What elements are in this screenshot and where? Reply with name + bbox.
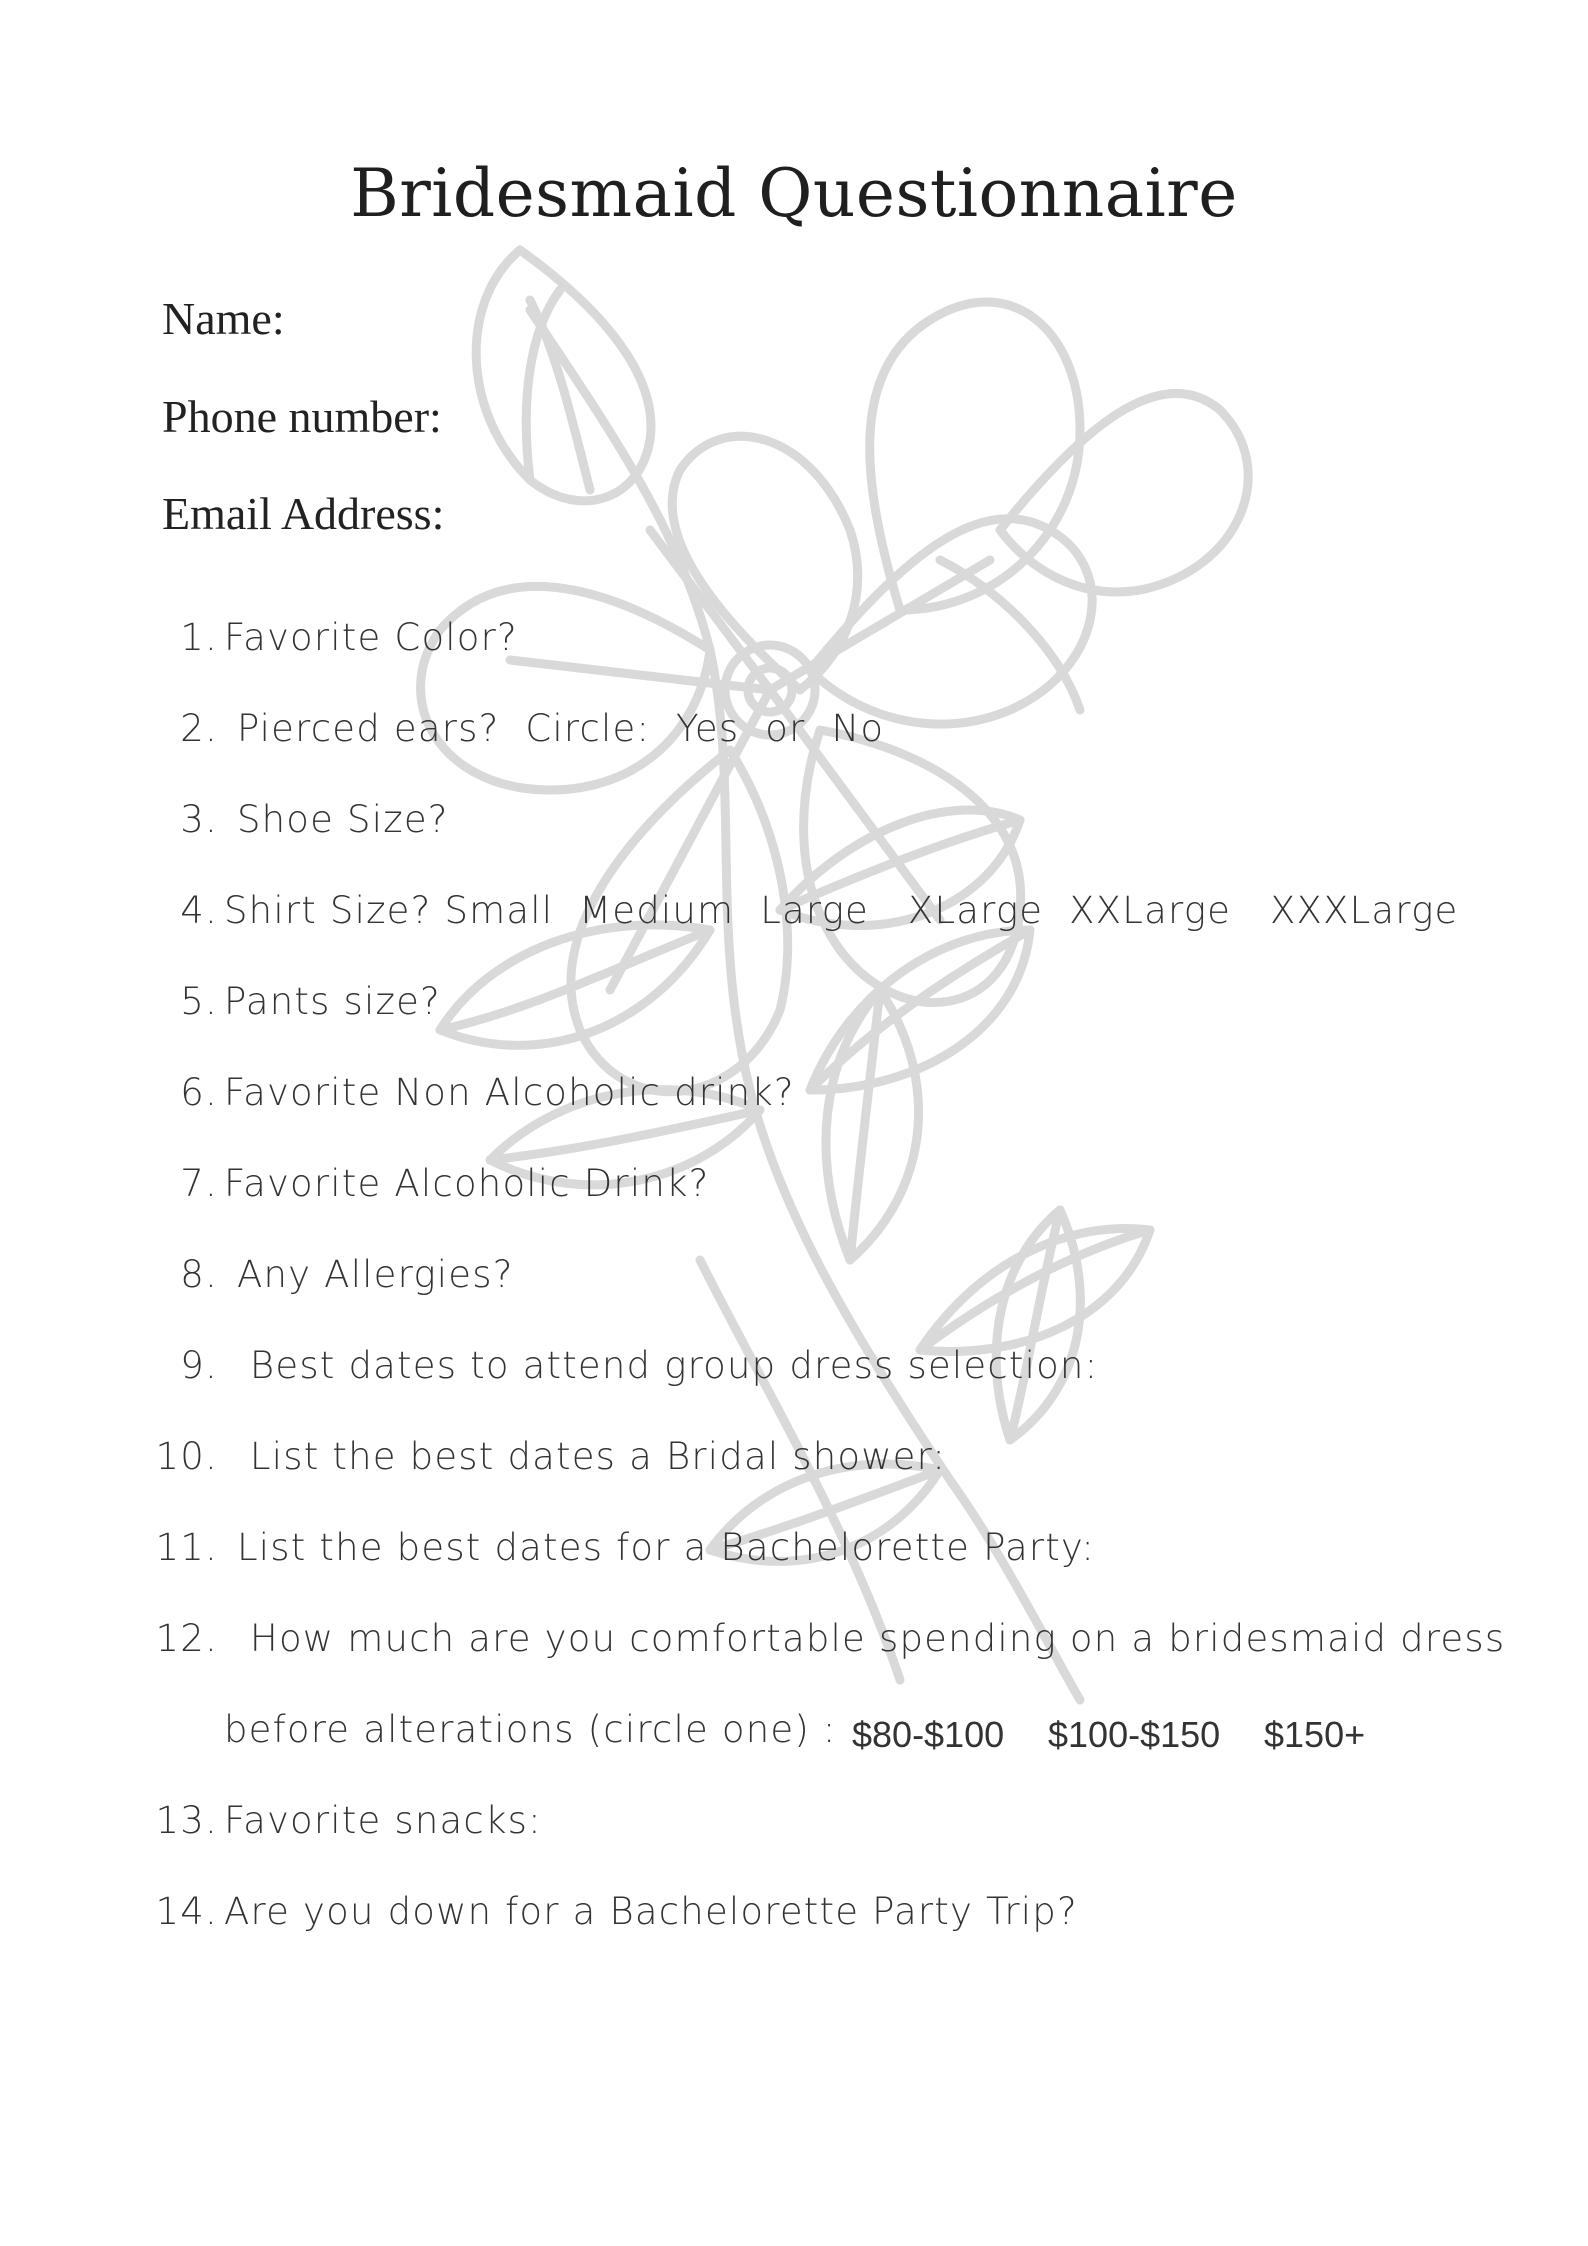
email-label: Email Address: [162,488,445,539]
question-text: Any Allergies? [224,1253,514,1296]
phone-label: Phone number: [162,391,442,442]
question-number: 4. [180,889,218,932]
name-label: Name: [162,293,285,344]
question-number: 6. [180,1071,218,1114]
question-number: 5. [180,980,218,1023]
question-text: Best dates to attend group dress selection: [224,1344,1099,1387]
flower-illustration-icon [380,230,1280,1830]
price-option-3[interactable]: $150+ [1264,1714,1366,1755]
question-text: Favorite Non Alcoholic drink? [224,1071,795,1114]
price-option-2[interactable]: $100-$150 [1048,1714,1221,1755]
question-text: List the best dates a Bridal shower: [224,1435,947,1478]
question-text: List the best dates for a Bachelorette Party: [224,1526,1096,1569]
question-text: Pierced ears? Circle: Yes or No [224,707,885,750]
question-number: 3. [180,798,218,841]
question-text: Favorite Color? [224,616,518,659]
question-text: Shoe Size? [224,798,449,841]
question-number: 12. [155,1617,218,1660]
question-text: Favorite snacks: [224,1799,542,1842]
question-number: 8. [180,1253,218,1296]
question-number: 10. [155,1435,218,1478]
question-number: 11. [155,1526,218,1569]
price-option-1[interactable]: $80-$100 [852,1714,1005,1755]
question-number: 14. [155,1890,218,1933]
question-text: Shirt Size? Small Medium Large XLarge XXLarge XXXLarge [224,889,1459,932]
page-title: Bridesmaid Questionnaire [350,155,1238,232]
question-text: Pants size? [224,980,441,1023]
question-text: Are you down for a Bachelorette Party Trip? [224,1890,1078,1933]
question-text: Favorite Alcoholic Drink? [224,1162,710,1205]
question-text: before alterations (circle one) : [224,1708,837,1751]
question-number: 13. [155,1799,218,1842]
question-number: 9. [180,1344,218,1387]
question-text: How much are you comfortable spending on a bridesmaid dress [224,1617,1506,1660]
question-number: 2. [180,707,218,750]
question-number: 1. [180,616,218,659]
question-number: 7. [180,1162,218,1205]
